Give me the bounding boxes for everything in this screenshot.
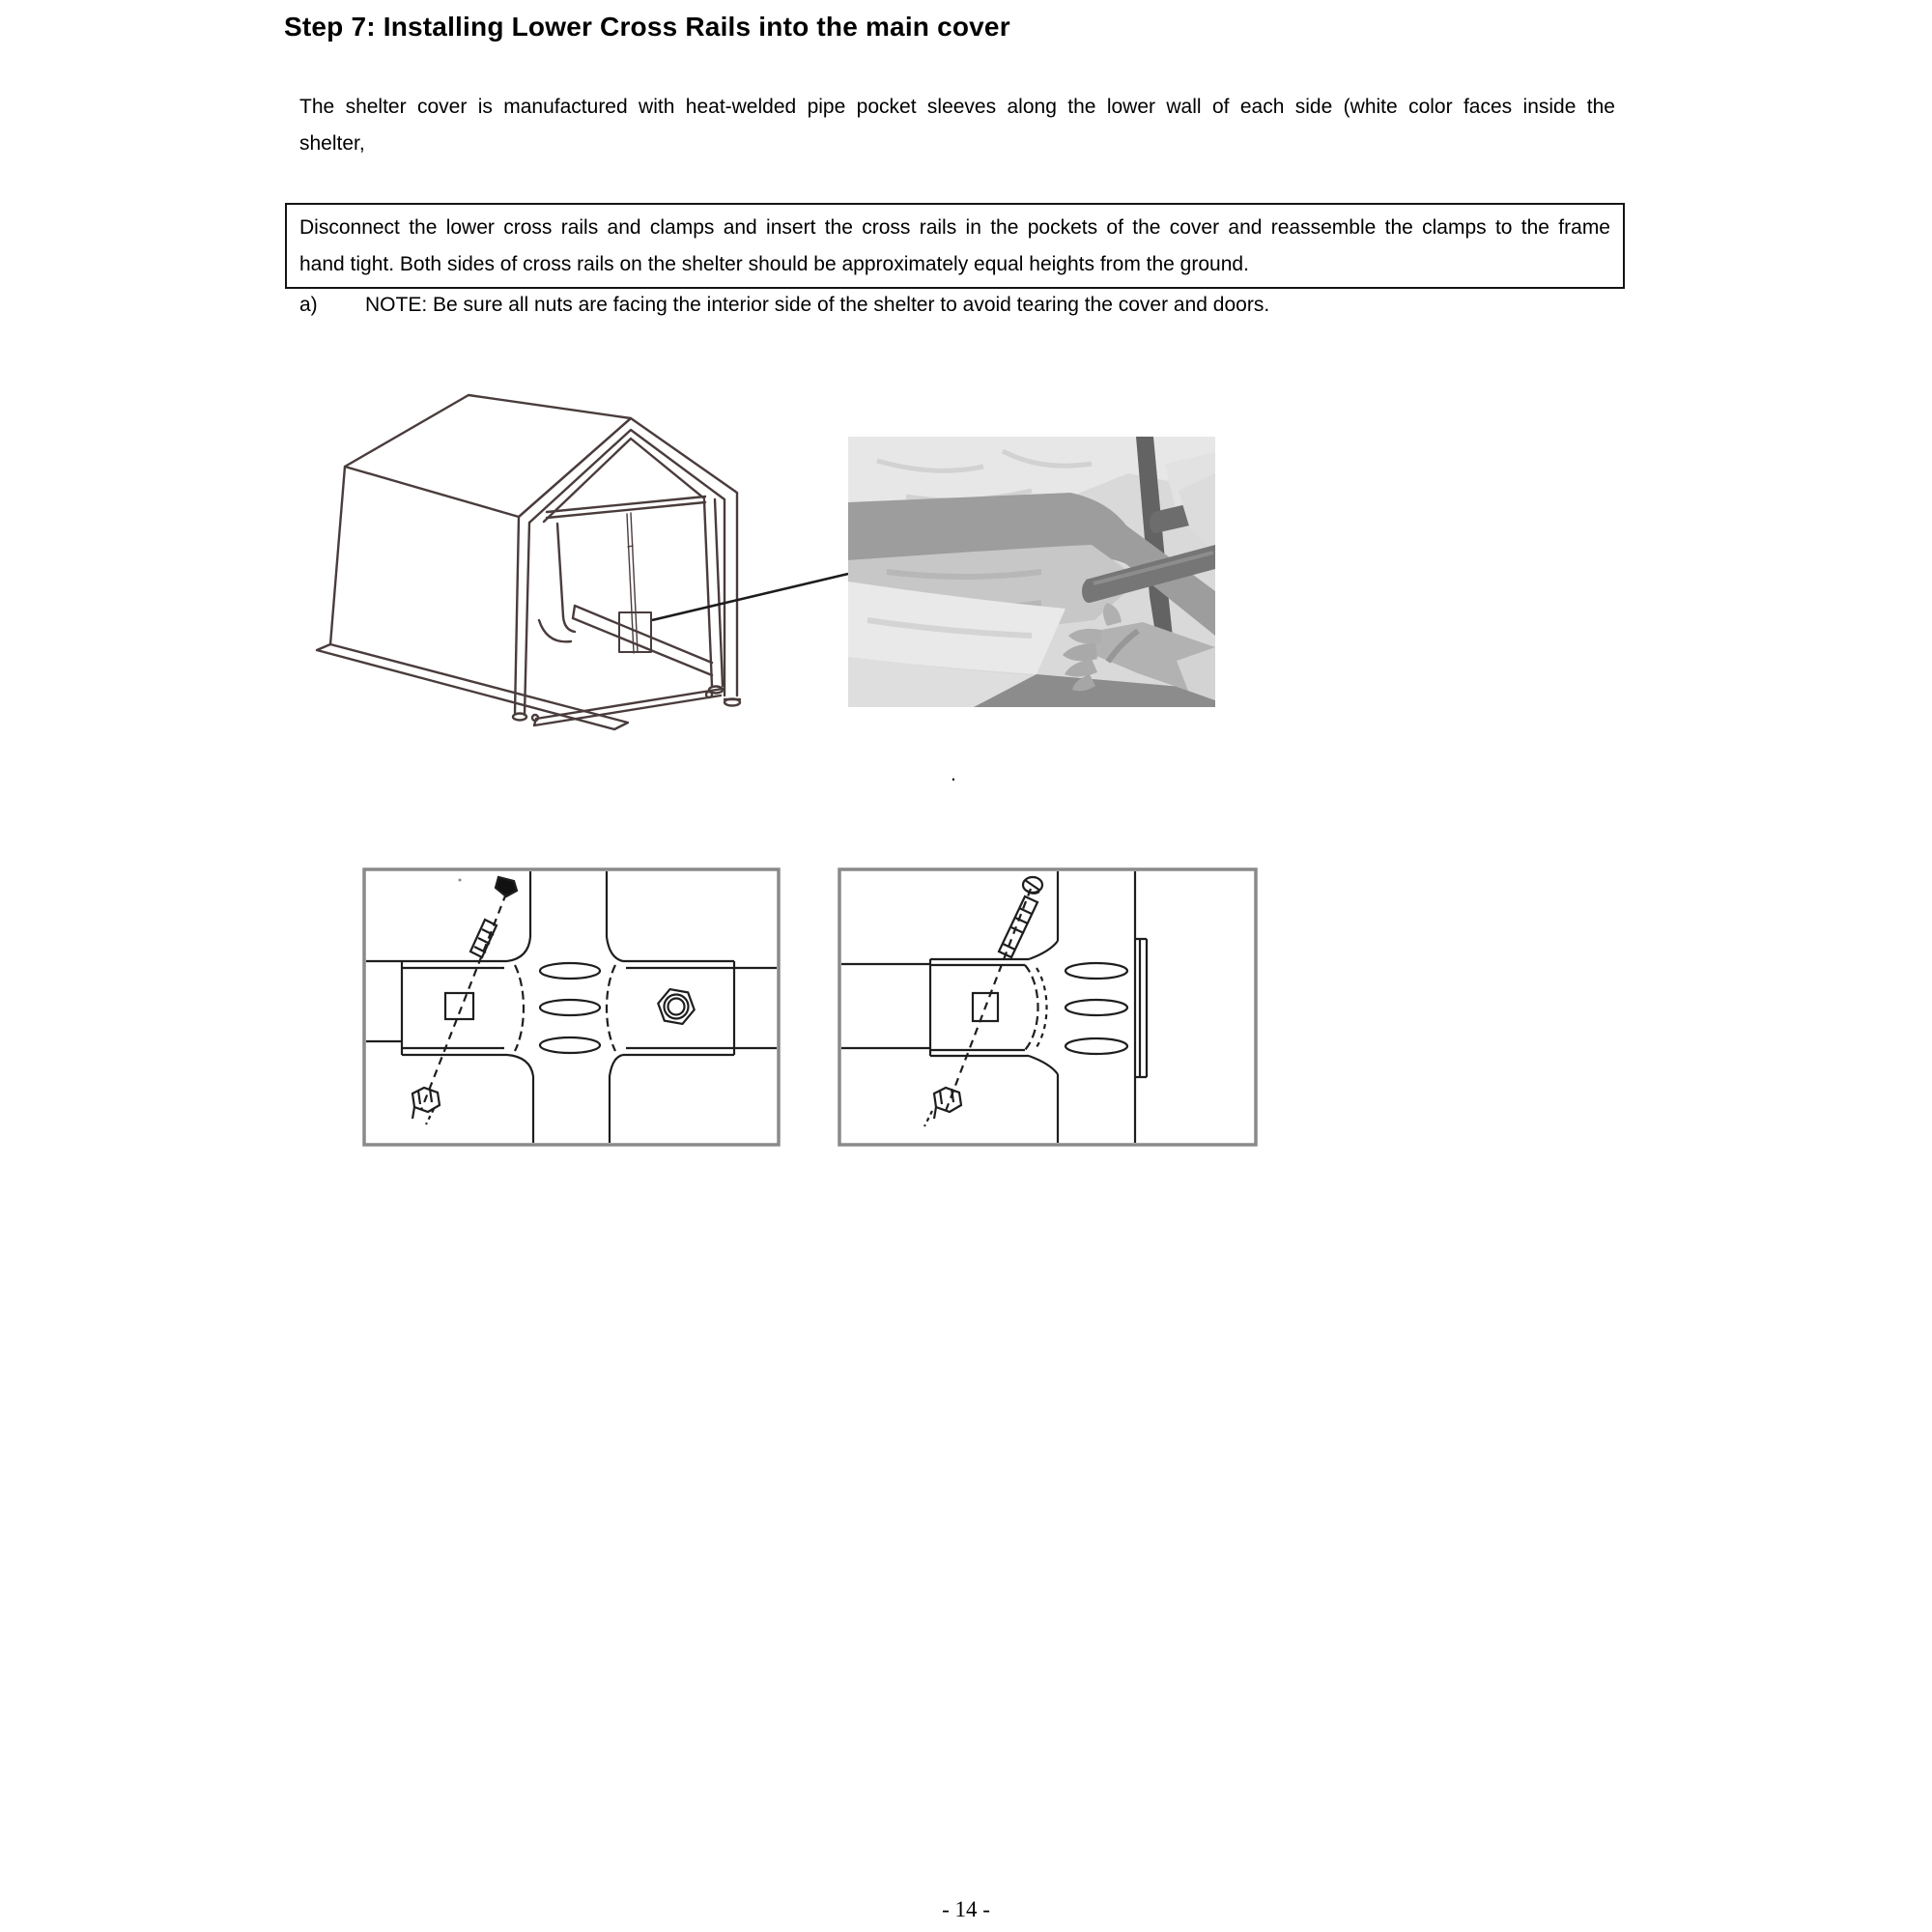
clamp-slot (1065, 963, 1127, 979)
callout-line (652, 574, 848, 620)
note-text: NOTE: Be sure all nuts are facing the interior side of the shelter to avoid tearing the cover and doors. (365, 294, 1270, 316)
note-row (299, 291, 1269, 320)
clamp-body (930, 959, 1029, 1056)
base-rail-right (534, 689, 723, 725)
intro-line-1: The shelter cover is manufactured with heat-welded pipe pocket sleeves along the lower wall of each side (white color faces inside the (299, 96, 1615, 118)
rail-left (366, 961, 402, 1041)
intro-paragraph (299, 89, 1615, 162)
page-number: - 14 - (942, 1897, 990, 1921)
vertical-pipe (530, 871, 610, 1143)
tee-clamp-diagram (838, 867, 1258, 1147)
pocket-sleeve-photo (848, 437, 1215, 707)
diagram-border (364, 869, 779, 1145)
square-hole (445, 993, 473, 1019)
front-left-leg-inner (525, 523, 529, 715)
clamp-slot (1065, 1000, 1127, 1015)
front-gable-outer (519, 418, 737, 696)
clamp-slot (540, 963, 600, 979)
boxed-line-2: hand tight. Both sides of cross rails on the shelter should be approximately equal heights from the ground. (299, 253, 1249, 275)
hex-nut (658, 989, 694, 1024)
rear-top-rail (547, 497, 705, 518)
side-wall (330, 467, 519, 713)
boxed-line-1: Disconnect the lower cross rails and clamps and insert the cross rails in the pockets of the cover and reassemble the clamps to the frame (299, 216, 1610, 239)
loose-nut (924, 1088, 961, 1126)
clamp-slot (1065, 1038, 1127, 1054)
clamp-slot (540, 1000, 600, 1015)
clamp-slot (540, 1037, 600, 1053)
pipe-plate (1135, 939, 1147, 1077)
shelter-line-drawing (290, 367, 869, 782)
stray-period: . (951, 763, 956, 785)
cross-clamp-diagram (362, 867, 781, 1147)
boxed-instruction (285, 203, 1625, 289)
lower-cross-rail (573, 606, 712, 675)
loose-nut (412, 1088, 440, 1124)
intro-line-2: shelter, (299, 132, 365, 155)
page-title: Step 7: Installing Lower Cross Rails into the main cover (284, 12, 1010, 42)
callout-rectangle (619, 612, 651, 652)
vertical-pipe (1058, 871, 1135, 1143)
base-rail-left (317, 644, 628, 729)
rail-right (734, 968, 777, 1048)
list-marker: a) (299, 294, 318, 316)
rail-left (841, 964, 930, 1048)
